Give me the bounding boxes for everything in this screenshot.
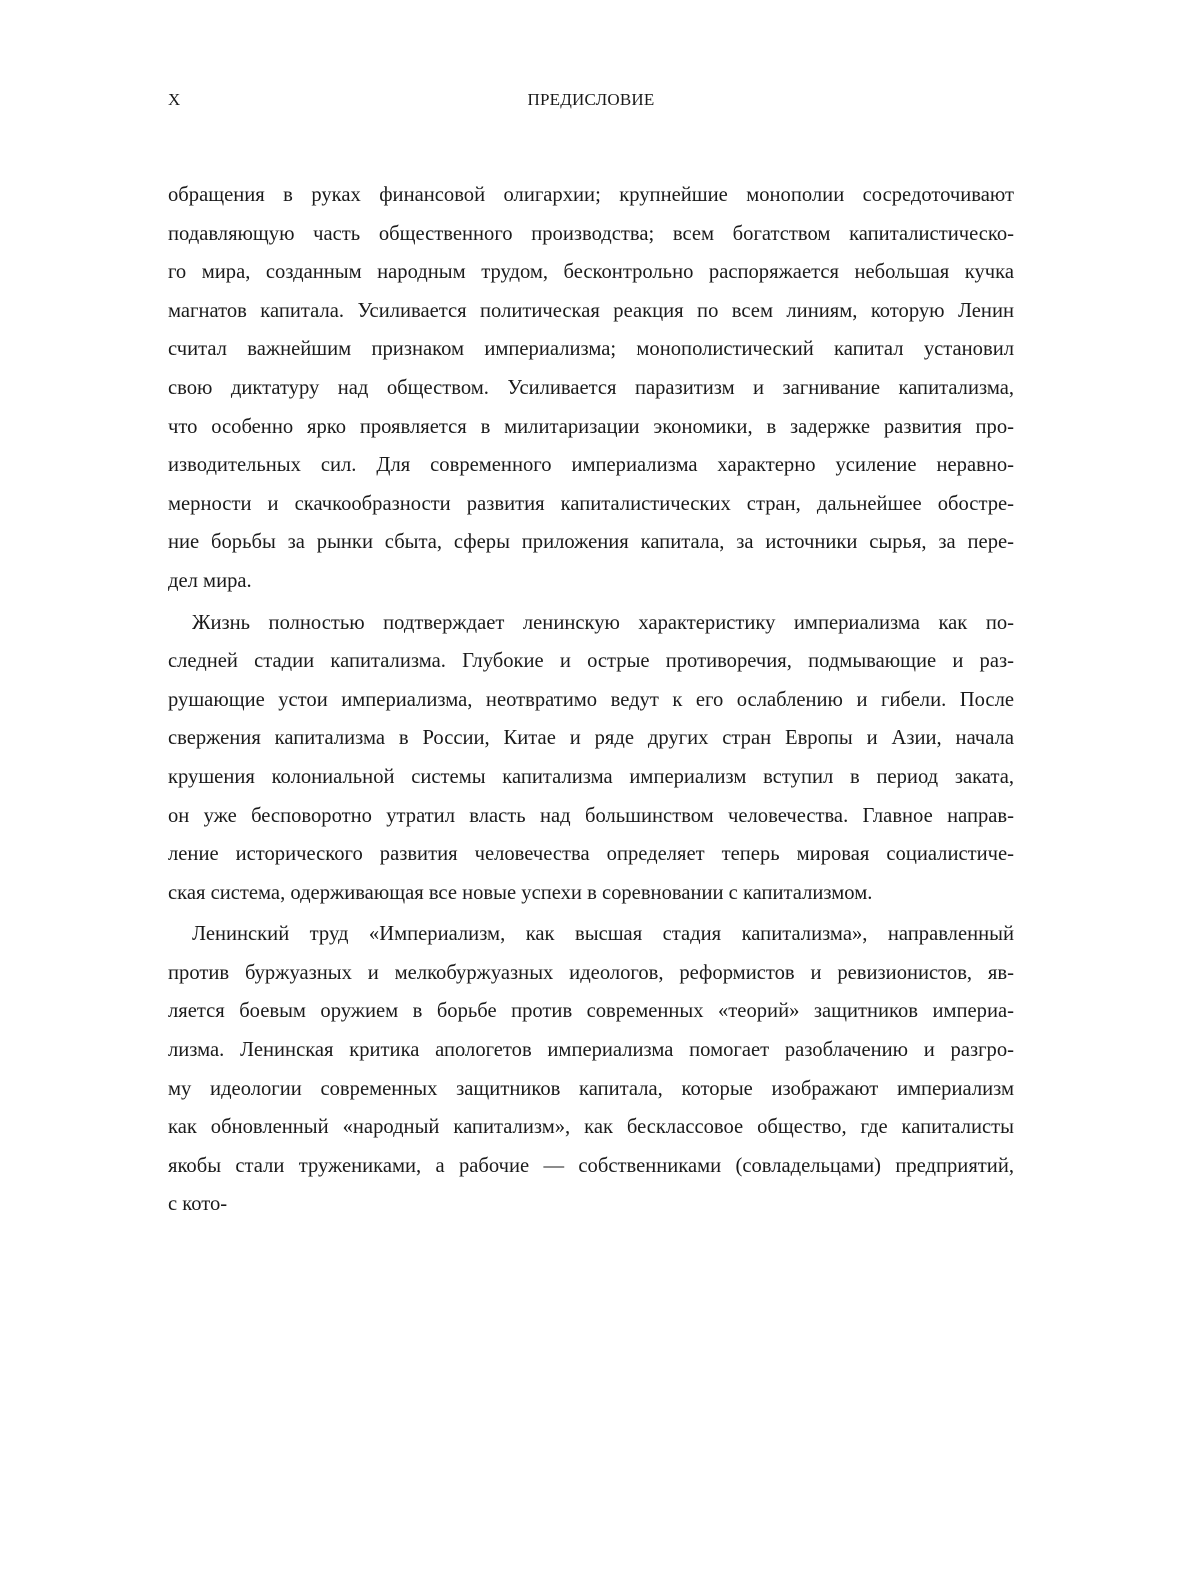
text-line: свержения капитализма в России, Китае и ряде других стран Европы и Азии, начала (168, 727, 1014, 750)
text-line: что особенно ярко проявляется в милитаризации экономики, в задержке развития про- (168, 415, 1014, 438)
running-head (168, 88, 1014, 112)
text-line: ляется боевым оружием в борьбе против современных «теорий» защитников империа- (168, 1000, 1014, 1023)
text-line: считал важнейшим признаком империализма; монополистический капитал установил (168, 338, 1014, 361)
text-line: крушения колониальной системы капитализма империализм вступил в период заката, (168, 765, 1014, 788)
text-line: мерности и скачкообразности развития капиталистических стран, дальнейшее обостре- (168, 492, 1014, 515)
text-line: как обновленный «народный капитализм», как бесклассовое общество, где капиталисты (168, 1116, 1014, 1139)
text-line: магнатов капитала. Усиливается политическая реакция по всем линиям, которую Ленин (168, 299, 1014, 322)
paragraph-3 (168, 915, 1014, 1224)
text-line: против буржуазных и мелкобуржуазных идеологов, реформистов и ревизионистов, яв- (168, 961, 1014, 984)
text-line: му идеологии современных защитников капитала, которые изображают империализм (168, 1077, 1014, 1100)
text-line: дел мира. (168, 569, 252, 592)
text-line: ние борьбы за рынки сбыта, сферы приложения капитала, за источники сырья, за пере- (168, 531, 1014, 554)
text-line: Жизнь полностью подтверждает ленинскую характеристику империализма как по- (192, 611, 1014, 634)
paragraph-1 (168, 176, 1014, 601)
text-line: он уже бесповоротно утратил власть над большинством человечества. Главное направ- (168, 804, 1014, 827)
text-line: Ленинский труд «Империализм, как высшая стадия капитализма», направленный (192, 923, 1014, 946)
text-line: рушающие устои империализма, неотвратимо ведут к его ослаблению и гибели. После (168, 688, 1014, 711)
running-title: ПРЕДИСЛОВИЕ (527, 90, 655, 109)
text-line: обращения в руках финансовой олигархии; крупнейшие монополии сосредоточивают (168, 184, 1014, 206)
text-line: изводительных сил. Для современного империализма характерно усиление неравно- (168, 454, 1014, 477)
body-text (168, 176, 1014, 1224)
text-line: свою диктатуру над обществом. Усиливается паразитизм и загнивание капитализма, (168, 376, 1014, 399)
text-line: ская система, одерживающая все новые успехи в соревновании с капитализмом. (168, 881, 873, 904)
text-line: якобы стали тружениками, а рабочие — собственниками (совладельцами) предприятий, (168, 1154, 1014, 1177)
text-line: ление исторического развития человечества определяет теперь мировая социалистиче- (168, 843, 1014, 866)
text-line: следней стадии капитализма. Глубокие и острые противоречия, подмывающие и раз- (168, 650, 1014, 673)
text-line: подавляющую часть общественного производства; всем богатством капиталистическо- (168, 222, 1014, 245)
text-line: го мира, созданным народным трудом, бесконтрольно распоряжается небольшая кучка (168, 261, 1014, 284)
text-line: лизма. Ленинская критика апологетов империализма помогает разоблачению и разгро- (168, 1039, 1014, 1062)
page-number: X (168, 90, 181, 109)
paragraph-2 (168, 604, 1014, 913)
text-line: с кото- (168, 1193, 228, 1216)
